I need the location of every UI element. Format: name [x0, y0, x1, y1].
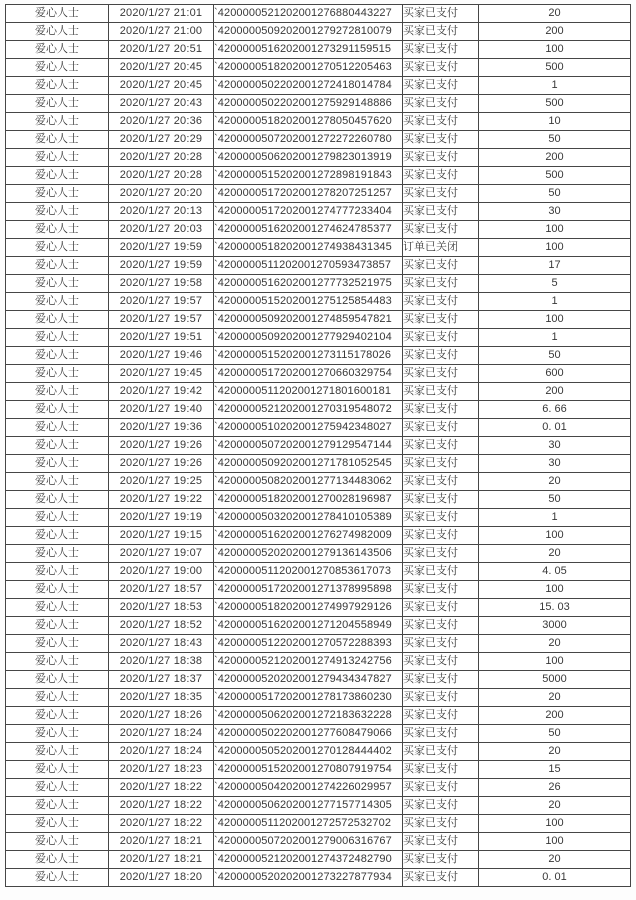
status-cell: 买家已支付	[403, 167, 479, 185]
donor-cell: 爱心人士	[6, 185, 109, 203]
order-no-cell: `4200000502202001275929148886	[214, 95, 403, 113]
status-cell: 买家已支付	[403, 491, 479, 509]
status-cell: 买家已支付	[403, 599, 479, 617]
donor-cell: 爱心人士	[6, 509, 109, 527]
donor-cell: 爱心人士	[6, 59, 109, 77]
donor-cell: 爱心人士	[6, 473, 109, 491]
table-row	[6, 23, 631, 41]
order-no-cell: `4200000507202001279129547144	[214, 437, 403, 455]
order-no-cell: `4200000517202001271378995898	[214, 581, 403, 599]
order-no-cell: `4200000515202001275125854483	[214, 293, 403, 311]
status-cell: 买家已支付	[403, 329, 479, 347]
order-no-cell: `4200000510202001275942348027	[214, 419, 403, 437]
amount-cell: 26	[479, 779, 631, 797]
order-no-cell: `4200000516202001271204558949	[214, 617, 403, 635]
datetime-cell: 2020/1/27 18:52	[109, 617, 214, 635]
donor-cell: 爱心人士	[6, 293, 109, 311]
status-cell: 买家已支付	[403, 527, 479, 545]
datetime-cell: 2020/1/27 19:51	[109, 329, 214, 347]
amount-cell: 1	[479, 293, 631, 311]
amount-cell: 500	[479, 59, 631, 77]
donor-cell: 爱心人士	[6, 41, 109, 59]
amount-cell: 5000	[479, 671, 631, 689]
datetime-cell: 2020/1/27 20:43	[109, 95, 214, 113]
donor-cell: 爱心人士	[6, 311, 109, 329]
amount-cell: 100	[479, 581, 631, 599]
table-row	[6, 743, 631, 761]
status-cell: 买家已支付	[403, 563, 479, 581]
table-row	[6, 869, 631, 887]
donor-cell: 爱心人士	[6, 149, 109, 167]
amount-cell: 3000	[479, 617, 631, 635]
table-row	[6, 383, 631, 401]
status-cell: 买家已支付	[403, 41, 479, 59]
order-no-cell: `4200000503202001278410105389	[214, 509, 403, 527]
amount-cell: 1	[479, 77, 631, 95]
datetime-cell: 2020/1/27 19:36	[109, 419, 214, 437]
donor-cell: 爱心人士	[6, 779, 109, 797]
amount-cell: 17	[479, 257, 631, 275]
donor-cell: 爱心人士	[6, 833, 109, 851]
status-cell: 买家已支付	[403, 347, 479, 365]
order-no-cell: `4200000511202001270853617073	[214, 563, 403, 581]
order-no-cell: `4200000506202001272183632228	[214, 707, 403, 725]
table-row	[6, 185, 631, 203]
status-cell: 买家已支付	[403, 653, 479, 671]
status-cell: 买家已支付	[403, 455, 479, 473]
status-cell: 买家已支付	[403, 851, 479, 869]
status-cell: 买家已支付	[403, 635, 479, 653]
donor-cell: 爱心人士	[6, 797, 109, 815]
status-cell: 买家已支付	[403, 743, 479, 761]
table-row	[6, 851, 631, 869]
amount-cell: 200	[479, 23, 631, 41]
amount-cell: 0. 01	[479, 869, 631, 887]
datetime-cell: 2020/1/27 19:25	[109, 473, 214, 491]
order-no-cell: `4200000506202001279823013919	[214, 149, 403, 167]
datetime-cell: 2020/1/27 19:59	[109, 257, 214, 275]
donor-cell: 爱心人士	[6, 617, 109, 635]
datetime-cell: 2020/1/27 19:57	[109, 293, 214, 311]
datetime-cell: 2020/1/27 20:20	[109, 185, 214, 203]
amount-cell: 20	[479, 545, 631, 563]
table-row	[6, 365, 631, 383]
donor-cell: 爱心人士	[6, 851, 109, 869]
donor-cell: 爱心人士	[6, 383, 109, 401]
table-row	[6, 257, 631, 275]
order-no-cell: `4200000516202001277732521975	[214, 275, 403, 293]
donor-cell: 爱心人士	[6, 239, 109, 257]
status-cell: 买家已支付	[403, 383, 479, 401]
status-cell: 买家已支付	[403, 77, 479, 95]
order-no-cell: `4200000516202001274624785377	[214, 221, 403, 239]
table-row	[6, 311, 631, 329]
table-row	[6, 347, 631, 365]
status-cell: 买家已支付	[403, 311, 479, 329]
amount-cell: 15	[479, 761, 631, 779]
table-row	[6, 113, 631, 131]
order-no-cell: `4200000515202001270807919754	[214, 761, 403, 779]
donor-cell: 爱心人士	[6, 401, 109, 419]
status-cell: 买家已支付	[403, 275, 479, 293]
order-no-cell: `4200000518202001270028196987	[214, 491, 403, 509]
datetime-cell: 2020/1/27 19:58	[109, 275, 214, 293]
table-row	[6, 509, 631, 527]
status-cell: 买家已支付	[403, 95, 479, 113]
amount-cell: 50	[479, 347, 631, 365]
amount-cell: 30	[479, 455, 631, 473]
table-row	[6, 59, 631, 77]
order-no-cell: `4200000509202001277929402104	[214, 329, 403, 347]
status-cell: 买家已支付	[403, 23, 479, 41]
donor-cell: 爱心人士	[6, 329, 109, 347]
status-cell: 买家已支付	[403, 869, 479, 887]
table-row	[6, 599, 631, 617]
order-no-cell: `4200000502202001272418014784	[214, 77, 403, 95]
status-cell: 订单已关闭	[403, 239, 479, 257]
table-row	[6, 563, 631, 581]
status-cell: 买家已支付	[403, 833, 479, 851]
status-cell: 买家已支付	[403, 707, 479, 725]
table-row	[6, 707, 631, 725]
donor-cell: 爱心人士	[6, 113, 109, 131]
donor-cell: 爱心人士	[6, 455, 109, 473]
donor-cell: 爱心人士	[6, 167, 109, 185]
amount-cell: 500	[479, 95, 631, 113]
table-row	[6, 491, 631, 509]
amount-cell: 30	[479, 437, 631, 455]
order-no-cell: `4200000517202001270660329754	[214, 365, 403, 383]
order-no-cell: `4200000509202001274859547821	[214, 311, 403, 329]
donor-cell: 爱心人士	[6, 599, 109, 617]
amount-cell: 100	[479, 653, 631, 671]
status-cell: 买家已支付	[403, 545, 479, 563]
amount-cell: 20	[479, 743, 631, 761]
datetime-cell: 2020/1/27 20:51	[109, 41, 214, 59]
donor-cell: 爱心人士	[6, 707, 109, 725]
status-cell: 买家已支付	[403, 617, 479, 635]
datetime-cell: 2020/1/27 18:37	[109, 671, 214, 689]
amount-cell: 100	[479, 221, 631, 239]
order-no-cell: `4200000505202001270128444402	[214, 743, 403, 761]
status-cell: 买家已支付	[403, 761, 479, 779]
order-no-cell: `4200000508202001277134483062	[214, 473, 403, 491]
datetime-cell: 2020/1/27 18:20	[109, 869, 214, 887]
amount-cell: 6. 66	[479, 401, 631, 419]
table-row	[6, 77, 631, 95]
datetime-cell: 2020/1/27 20:03	[109, 221, 214, 239]
donor-cell: 爱心人士	[6, 653, 109, 671]
table-row	[6, 635, 631, 653]
table-row	[6, 797, 631, 815]
datetime-cell: 2020/1/27 18:38	[109, 653, 214, 671]
table-row	[6, 689, 631, 707]
order-no-cell: `4200000504202001274226029957	[214, 779, 403, 797]
order-no-cell: `4200000521202001274372482790	[214, 851, 403, 869]
amount-cell: 50	[479, 491, 631, 509]
status-cell: 买家已支付	[403, 797, 479, 815]
table-row	[6, 293, 631, 311]
order-no-cell: `4200000516202001276274982009	[214, 527, 403, 545]
table-row	[6, 581, 631, 599]
datetime-cell: 2020/1/27 18:24	[109, 725, 214, 743]
table-row	[6, 203, 631, 221]
datetime-cell: 2020/1/27 20:36	[109, 113, 214, 131]
status-cell: 买家已支付	[403, 365, 479, 383]
datetime-cell: 2020/1/27 20:28	[109, 167, 214, 185]
table-row	[6, 131, 631, 149]
datetime-cell: 2020/1/27 19:26	[109, 455, 214, 473]
donor-cell: 爱心人士	[6, 491, 109, 509]
order-no-cell: `4200000517202001278207251257	[214, 185, 403, 203]
table-row	[6, 401, 631, 419]
amount-cell: 20	[479, 851, 631, 869]
table-row	[6, 455, 631, 473]
table-row	[6, 725, 631, 743]
datetime-cell: 2020/1/27 18:26	[109, 707, 214, 725]
amount-cell: 1	[479, 329, 631, 347]
order-no-cell: `4200000507202001279006316767	[214, 833, 403, 851]
status-cell: 买家已支付	[403, 671, 479, 689]
donor-cell: 爱心人士	[6, 563, 109, 581]
donor-cell: 爱心人士	[6, 527, 109, 545]
datetime-cell: 2020/1/27 19:45	[109, 365, 214, 383]
amount-cell: 10	[479, 113, 631, 131]
donor-cell: 爱心人士	[6, 671, 109, 689]
order-no-cell: `4200000520202001273227877934	[214, 869, 403, 887]
status-cell: 买家已支付	[403, 419, 479, 437]
donor-cell: 爱心人士	[6, 221, 109, 239]
datetime-cell: 2020/1/27 18:21	[109, 851, 214, 869]
amount-cell: 4. 05	[479, 563, 631, 581]
order-no-cell: `4200000511202001271801600181	[214, 383, 403, 401]
datetime-cell: 2020/1/27 19:15	[109, 527, 214, 545]
order-no-cell: `4200000518202001270512205463	[214, 59, 403, 77]
table-row	[6, 419, 631, 437]
donor-cell: 爱心人士	[6, 203, 109, 221]
order-no-cell: `4200000512202001270572288393	[214, 635, 403, 653]
donor-cell: 爱心人士	[6, 815, 109, 833]
amount-cell: 20	[479, 473, 631, 491]
datetime-cell: 2020/1/27 21:00	[109, 23, 214, 41]
order-no-cell: `4200000509202001271781052545	[214, 455, 403, 473]
order-no-cell: `4200000521202001270319548072	[214, 401, 403, 419]
status-cell: 买家已支付	[403, 113, 479, 131]
donor-cell: 爱心人士	[6, 581, 109, 599]
status-cell: 买家已支付	[403, 131, 479, 149]
datetime-cell: 2020/1/27 20:45	[109, 59, 214, 77]
amount-cell: 5	[479, 275, 631, 293]
records-body	[6, 5, 631, 887]
order-no-cell: `4200000506202001277157714305	[214, 797, 403, 815]
status-cell: 买家已支付	[403, 185, 479, 203]
datetime-cell: 2020/1/27 19:40	[109, 401, 214, 419]
status-cell: 买家已支付	[403, 581, 479, 599]
amount-cell: 100	[479, 815, 631, 833]
amount-cell: 50	[479, 185, 631, 203]
table-row	[6, 527, 631, 545]
amount-cell: 200	[479, 383, 631, 401]
datetime-cell: 2020/1/27 18:21	[109, 833, 214, 851]
table-row	[6, 329, 631, 347]
datetime-cell: 2020/1/27 18:57	[109, 581, 214, 599]
donor-cell: 爱心人士	[6, 131, 109, 149]
table-row	[6, 239, 631, 257]
order-no-cell: `4200000515202001272898191843	[214, 167, 403, 185]
amount-cell: 20	[479, 797, 631, 815]
order-no-cell: `4200000518202001274997929126	[214, 599, 403, 617]
datetime-cell: 2020/1/27 18:35	[109, 689, 214, 707]
amount-cell: 20	[479, 5, 631, 23]
order-no-cell: `4200000511202001270593473857	[214, 257, 403, 275]
status-cell: 买家已支付	[403, 221, 479, 239]
datetime-cell: 2020/1/27 18:22	[109, 797, 214, 815]
donor-cell: 爱心人士	[6, 77, 109, 95]
donor-cell: 爱心人士	[6, 761, 109, 779]
table-row	[6, 653, 631, 671]
table-row	[6, 149, 631, 167]
table-row	[6, 167, 631, 185]
order-no-cell: `4200000511202001272572532702	[214, 815, 403, 833]
donation-records-sheet	[5, 4, 631, 887]
table-row	[6, 221, 631, 239]
amount-cell: 100	[479, 239, 631, 257]
status-cell: 买家已支付	[403, 5, 479, 23]
donor-cell: 爱心人士	[6, 437, 109, 455]
status-cell: 买家已支付	[403, 473, 479, 491]
donor-cell: 爱心人士	[6, 689, 109, 707]
table-row	[6, 779, 631, 797]
amount-cell: 50	[479, 725, 631, 743]
datetime-cell: 2020/1/27 20:28	[109, 149, 214, 167]
datetime-cell: 2020/1/27 19:00	[109, 563, 214, 581]
amount-cell: 0. 01	[479, 419, 631, 437]
order-no-cell: `4200000521202001274913242756	[214, 653, 403, 671]
donor-cell: 爱心人士	[6, 347, 109, 365]
status-cell: 买家已支付	[403, 725, 479, 743]
datetime-cell: 2020/1/27 19:26	[109, 437, 214, 455]
amount-cell: 200	[479, 707, 631, 725]
amount-cell: 50	[479, 131, 631, 149]
status-cell: 买家已支付	[403, 59, 479, 77]
datetime-cell: 2020/1/27 20:29	[109, 131, 214, 149]
table-row	[6, 473, 631, 491]
order-no-cell: `4200000518202001278050457620	[214, 113, 403, 131]
donor-cell: 爱心人士	[6, 419, 109, 437]
datetime-cell: 2020/1/27 19:22	[109, 491, 214, 509]
order-no-cell: `4200000507202001272272260780	[214, 131, 403, 149]
donation-records-table	[5, 4, 631, 887]
status-cell: 买家已支付	[403, 689, 479, 707]
status-cell: 买家已支付	[403, 257, 479, 275]
order-no-cell: `4200000502202001277608479066	[214, 725, 403, 743]
amount-cell: 100	[479, 527, 631, 545]
table-row	[6, 815, 631, 833]
table-row	[6, 671, 631, 689]
amount-cell: 30	[479, 203, 631, 221]
status-cell: 买家已支付	[403, 779, 479, 797]
table-row	[6, 617, 631, 635]
donor-cell: 爱心人士	[6, 545, 109, 563]
amount-cell: 20	[479, 635, 631, 653]
datetime-cell: 2020/1/27 20:45	[109, 77, 214, 95]
datetime-cell: 2020/1/27 18:22	[109, 779, 214, 797]
amount-cell: 100	[479, 311, 631, 329]
datetime-cell: 2020/1/27 18:43	[109, 635, 214, 653]
donor-cell: 爱心人士	[6, 869, 109, 887]
datetime-cell: 2020/1/27 18:24	[109, 743, 214, 761]
datetime-cell: 2020/1/27 18:22	[109, 815, 214, 833]
order-no-cell: `4200000516202001273291159515	[214, 41, 403, 59]
donor-cell: 爱心人士	[6, 365, 109, 383]
donor-cell: 爱心人士	[6, 5, 109, 23]
donor-cell: 爱心人士	[6, 725, 109, 743]
datetime-cell: 2020/1/27 20:13	[109, 203, 214, 221]
amount-cell: 20	[479, 689, 631, 707]
order-no-cell: `4200000515202001273115178026	[214, 347, 403, 365]
status-cell: 买家已支付	[403, 509, 479, 527]
datetime-cell: 2020/1/27 19:19	[109, 509, 214, 527]
status-cell: 买家已支付	[403, 401, 479, 419]
order-no-cell: `4200000517202001274777233404	[214, 203, 403, 221]
datetime-cell: 2020/1/27 19:46	[109, 347, 214, 365]
order-no-cell: `4200000509202001279272810079	[214, 23, 403, 41]
table-row	[6, 833, 631, 851]
datetime-cell: 2020/1/27 21:01	[109, 5, 214, 23]
amount-cell: 15. 03	[479, 599, 631, 617]
status-cell: 买家已支付	[403, 149, 479, 167]
datetime-cell: 2020/1/27 19:42	[109, 383, 214, 401]
donor-cell: 爱心人士	[6, 257, 109, 275]
order-no-cell: `4200000520202001279136143506	[214, 545, 403, 563]
amount-cell: 100	[479, 41, 631, 59]
table-row	[6, 275, 631, 293]
datetime-cell: 2020/1/27 19:57	[109, 311, 214, 329]
donor-cell: 爱心人士	[6, 743, 109, 761]
table-row	[6, 761, 631, 779]
donor-cell: 爱心人士	[6, 95, 109, 113]
table-row	[6, 5, 631, 23]
amount-cell: 500	[479, 167, 631, 185]
datetime-cell: 2020/1/27 18:53	[109, 599, 214, 617]
table-row	[6, 437, 631, 455]
status-cell: 买家已支付	[403, 815, 479, 833]
donor-cell: 爱心人士	[6, 275, 109, 293]
table-row	[6, 95, 631, 113]
status-cell: 买家已支付	[403, 293, 479, 311]
donor-cell: 爱心人士	[6, 635, 109, 653]
order-no-cell: `4200000520202001279434347827	[214, 671, 403, 689]
amount-cell: 200	[479, 149, 631, 167]
order-no-cell: `4200000521202001276880443227	[214, 5, 403, 23]
amount-cell: 100	[479, 833, 631, 851]
order-no-cell: `4200000517202001278173860230	[214, 689, 403, 707]
status-cell: 买家已支付	[403, 203, 479, 221]
status-cell: 买家已支付	[403, 437, 479, 455]
datetime-cell: 2020/1/27 19:59	[109, 239, 214, 257]
table-row	[6, 545, 631, 563]
donor-cell: 爱心人士	[6, 23, 109, 41]
datetime-cell: 2020/1/27 18:23	[109, 761, 214, 779]
datetime-cell: 2020/1/27 19:07	[109, 545, 214, 563]
amount-cell: 600	[479, 365, 631, 383]
table-row	[6, 41, 631, 59]
amount-cell: 1	[479, 509, 631, 527]
order-no-cell: `4200000518202001274938431345	[214, 239, 403, 257]
